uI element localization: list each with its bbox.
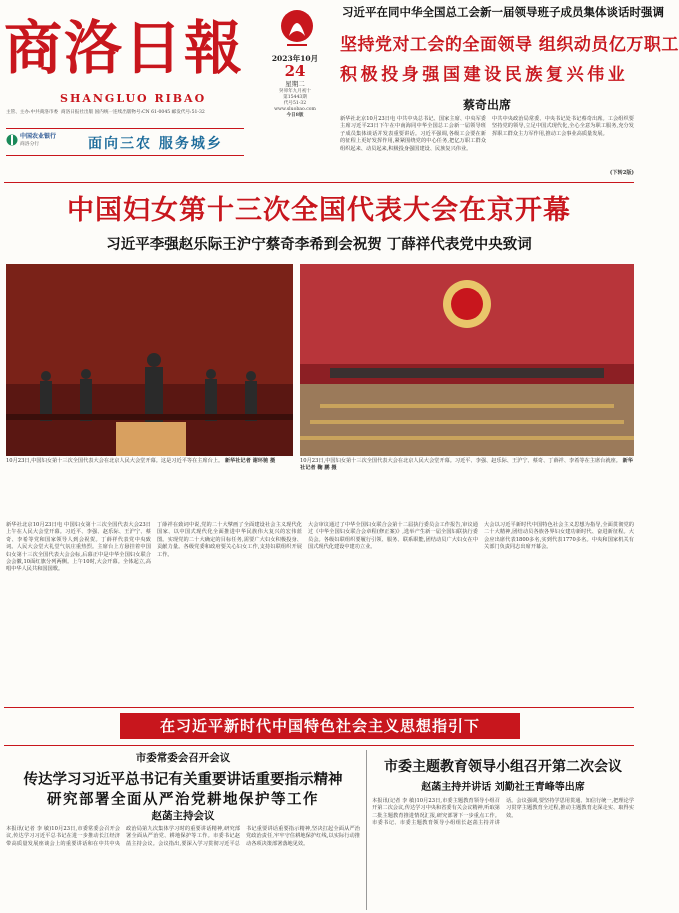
top-story-subhead: 蔡奇出席 xyxy=(462,98,511,112)
newspaper-emblem-icon xyxy=(279,6,315,50)
left-story-host: 赵菡主持会议 xyxy=(151,810,215,822)
caption-right-credit: 新华社记者 鞠 鹏 摄 xyxy=(300,458,633,471)
today-pages: 今日8版 xyxy=(286,113,304,118)
bank-branch: 商洛分行 xyxy=(20,142,40,147)
issue-weekday: 星期二 xyxy=(285,80,305,88)
sponsor-line: 主管、主办:中共商洛市委 xyxy=(6,110,59,115)
caption-left-credit: 新华社记者 谢环驰 摄 xyxy=(224,458,276,464)
lead-headline: 中国妇女第十三次全国代表大会在京开幕 xyxy=(67,195,571,226)
right-story-headline: 市委主题教育领导小组召开第二次会议 xyxy=(384,759,622,775)
right-story-host: 赵菡主持并讲话 刘勤社王青峰等出席 xyxy=(421,782,585,793)
issue-date: 2023年10月 xyxy=(271,54,319,63)
left-story-headline-1: 传达学习习近平总书记有关重要讲话重要指示精神 xyxy=(23,771,343,788)
right-story-body: 本报讯(记者 李 敏)10月23日,市委主题教育领导小组召开第二次会议,传达学习中央和省委有关会议精神,听取第二批主题教育推进情况汇报,研究部署下一步重点工作。市委书记、市委主题教育领导小组组长赵菡主持并讲话。会议强调,要坚持学思用贯通、知信行统一,把理论学习贯穿主题教育全过程,推动主题教育走深走实、取得实效。 xyxy=(372,798,634,827)
column-divider xyxy=(366,750,367,910)
date-box xyxy=(262,54,328,119)
issue-day: 24 xyxy=(284,62,306,80)
caption-left-text: 10月23日,中国妇女第十三次全国代表大会在北京人民大会堂开幕。这是习近平等在主席台上。 xyxy=(6,458,224,464)
left-story-body: 本报讯(记者 李 敏)10月23日,市委常委会召开会议,传达学习习近平总书记在进一步推动长江经济带高质量发展座谈会上的重要讲话和在中共中央政治局第九次集体学习时的重要讲话精神,研究部署全面从严治党、耕地保护等工作。市委书记赵菡主持会议。会议指出,要深入学习贯彻习近平总书记重要讲话重要指示精神,坚决扛起全面从严治党政治责任,牢牢守住耕地保护红线,以实际行动推动各项决策部署落地见效。 xyxy=(6,826,360,847)
issn-line: 商洛日报社出版 国内统一连续出版物号:CN 61-0045 邮发代号:51-32 xyxy=(61,110,205,115)
top-story-kicker: 习近平在同中华全国总工会新一届领导班子成员集体谈话时强调 xyxy=(342,5,664,19)
masthead-title: 商洛日報 xyxy=(4,14,245,82)
left-story-headline-2: 研究部署全面从严治党耕地保护等工作 xyxy=(47,791,319,808)
caption-right-text: 10月23日,中国妇女第十三次全国代表大会在北京人民大会堂开幕。习近平、李强、赵乐际、王沪宁、蔡奇、丁薛祥、李希等在主席台就座。 xyxy=(300,458,621,464)
hall-photo-right-image xyxy=(300,264,634,456)
bank-ad xyxy=(6,128,244,156)
edition-code: 代号51-32 xyxy=(283,101,307,106)
divider-banner-bottom xyxy=(4,745,634,746)
divider-mid xyxy=(4,707,634,708)
masthead-meta xyxy=(6,110,246,116)
theme-banner xyxy=(120,713,520,739)
lunar-date: 癸卯年九月初十 xyxy=(278,89,312,94)
left-story-kicker: 市委常委会召开会议 xyxy=(135,752,231,764)
masthead-pinyin: SHANGLUO RIBAO xyxy=(60,92,207,105)
lead-subhead: 习近平李强赵乐际王沪宁蔡奇李希到会祝贺 丁薛祥代表党中央致词 xyxy=(106,236,532,253)
lead-body-col-3: 大会审议通过了中华全国妇女联合会第十二届执行委员会工作报告,审议通过《中华全国妇女联合会章程(修正案)》,选举产生新一届全国妇联执行委员会。各级妇联组织要履行引领、服务、联系职能,团结动员广大妇女在中国式现代化建设中建功立业。 xyxy=(308,522,478,551)
bank-name-block xyxy=(20,133,66,149)
caption-left xyxy=(6,458,293,474)
abc-logo-icon xyxy=(6,134,18,146)
caption-right xyxy=(300,458,634,474)
issue-number: 第15443期 xyxy=(283,95,307,100)
lead-body-col-2: 丁薛祥在致词中说,党的二十大擘画了全面建设社会主义现代化国家、以中国式现代化全面推进中华民族伟大复兴的宏伟蓝图。实现党的二十大确定的目标任务,需要广大妇女积极投身、贡献力量。各级党委和政府要关心妇女工作,支持妇联组织开展工作。 xyxy=(157,522,302,558)
divider-top xyxy=(4,182,634,183)
lead-photo-right xyxy=(300,264,634,456)
top-story-body-right: 中共中央政治局常委、中央书记处书记蔡奇出席。工会组织要坚持党的领导,立足中国式现代化,全心全意为职工服务,充分发挥职工群众主力军作用,推动工会事业高质量发展。 xyxy=(492,116,634,137)
bank-name: 中国农业银行 xyxy=(20,133,57,140)
top-story-body-left: 新华社北京10月23日电 中共中央总书记、国家主席、中央军委主席习近平23日下午在中南海同中华全国总工会新一届领导班子成员集体谈话并发表重要讲话。习近平强调,各级工会要在新的征程上更好发挥作用,紧紧围绕党的中心任务,把亿万职工群众组织起来、动员起来,积极投身强国建设、民族复兴伟业。 xyxy=(340,116,486,152)
lead-photo-left xyxy=(6,264,293,456)
website: www.sluobao.com xyxy=(274,107,316,112)
top-story-headline-2: 积极投身强国建设民族复兴伟业 xyxy=(340,65,629,85)
theme-banner-text: 在习近平新时代中国特色社会主义思想指引下 xyxy=(159,717,480,735)
lead-body-col-4: 大会以习近平新时代中国特色社会主义思想为指导,全面贯彻党的二十大精神,团结动员各族各界妇女建功新时代、奋进新征程。大会应出席代表1800多名,实到代表1770多名。中央和国家机关有关部门负责同志出席开幕会。 xyxy=(484,522,634,551)
bank-slogan: 面向三农 服务城乡 xyxy=(88,136,223,152)
hall-photo-left-image xyxy=(6,264,293,456)
top-story-headline-1: 坚持党对工会的全面领导 组织动员亿万职工 xyxy=(340,35,679,55)
top-story-continued: (下转2版) xyxy=(609,170,634,176)
lead-body-col-1: 新华社北京10月23日电 中国妇女第十三次全国代表大会23日上午在人民大会堂开幕。习近平、李强、赵乐际、王沪宁、蔡奇、李希等党和国家领导人到会祝贺。丁薛祥代表党中央致词。人民大会堂大礼堂气氛庄重热烈。主席台上方悬挂着中国妇女第十三次全国代表大会会标,后幕正中是中华全国妇女联合会会徽,10面红旗分列两侧。上午10时,大会开幕。全体起立,高唱中华人民共和国国歌。 xyxy=(6,522,151,573)
